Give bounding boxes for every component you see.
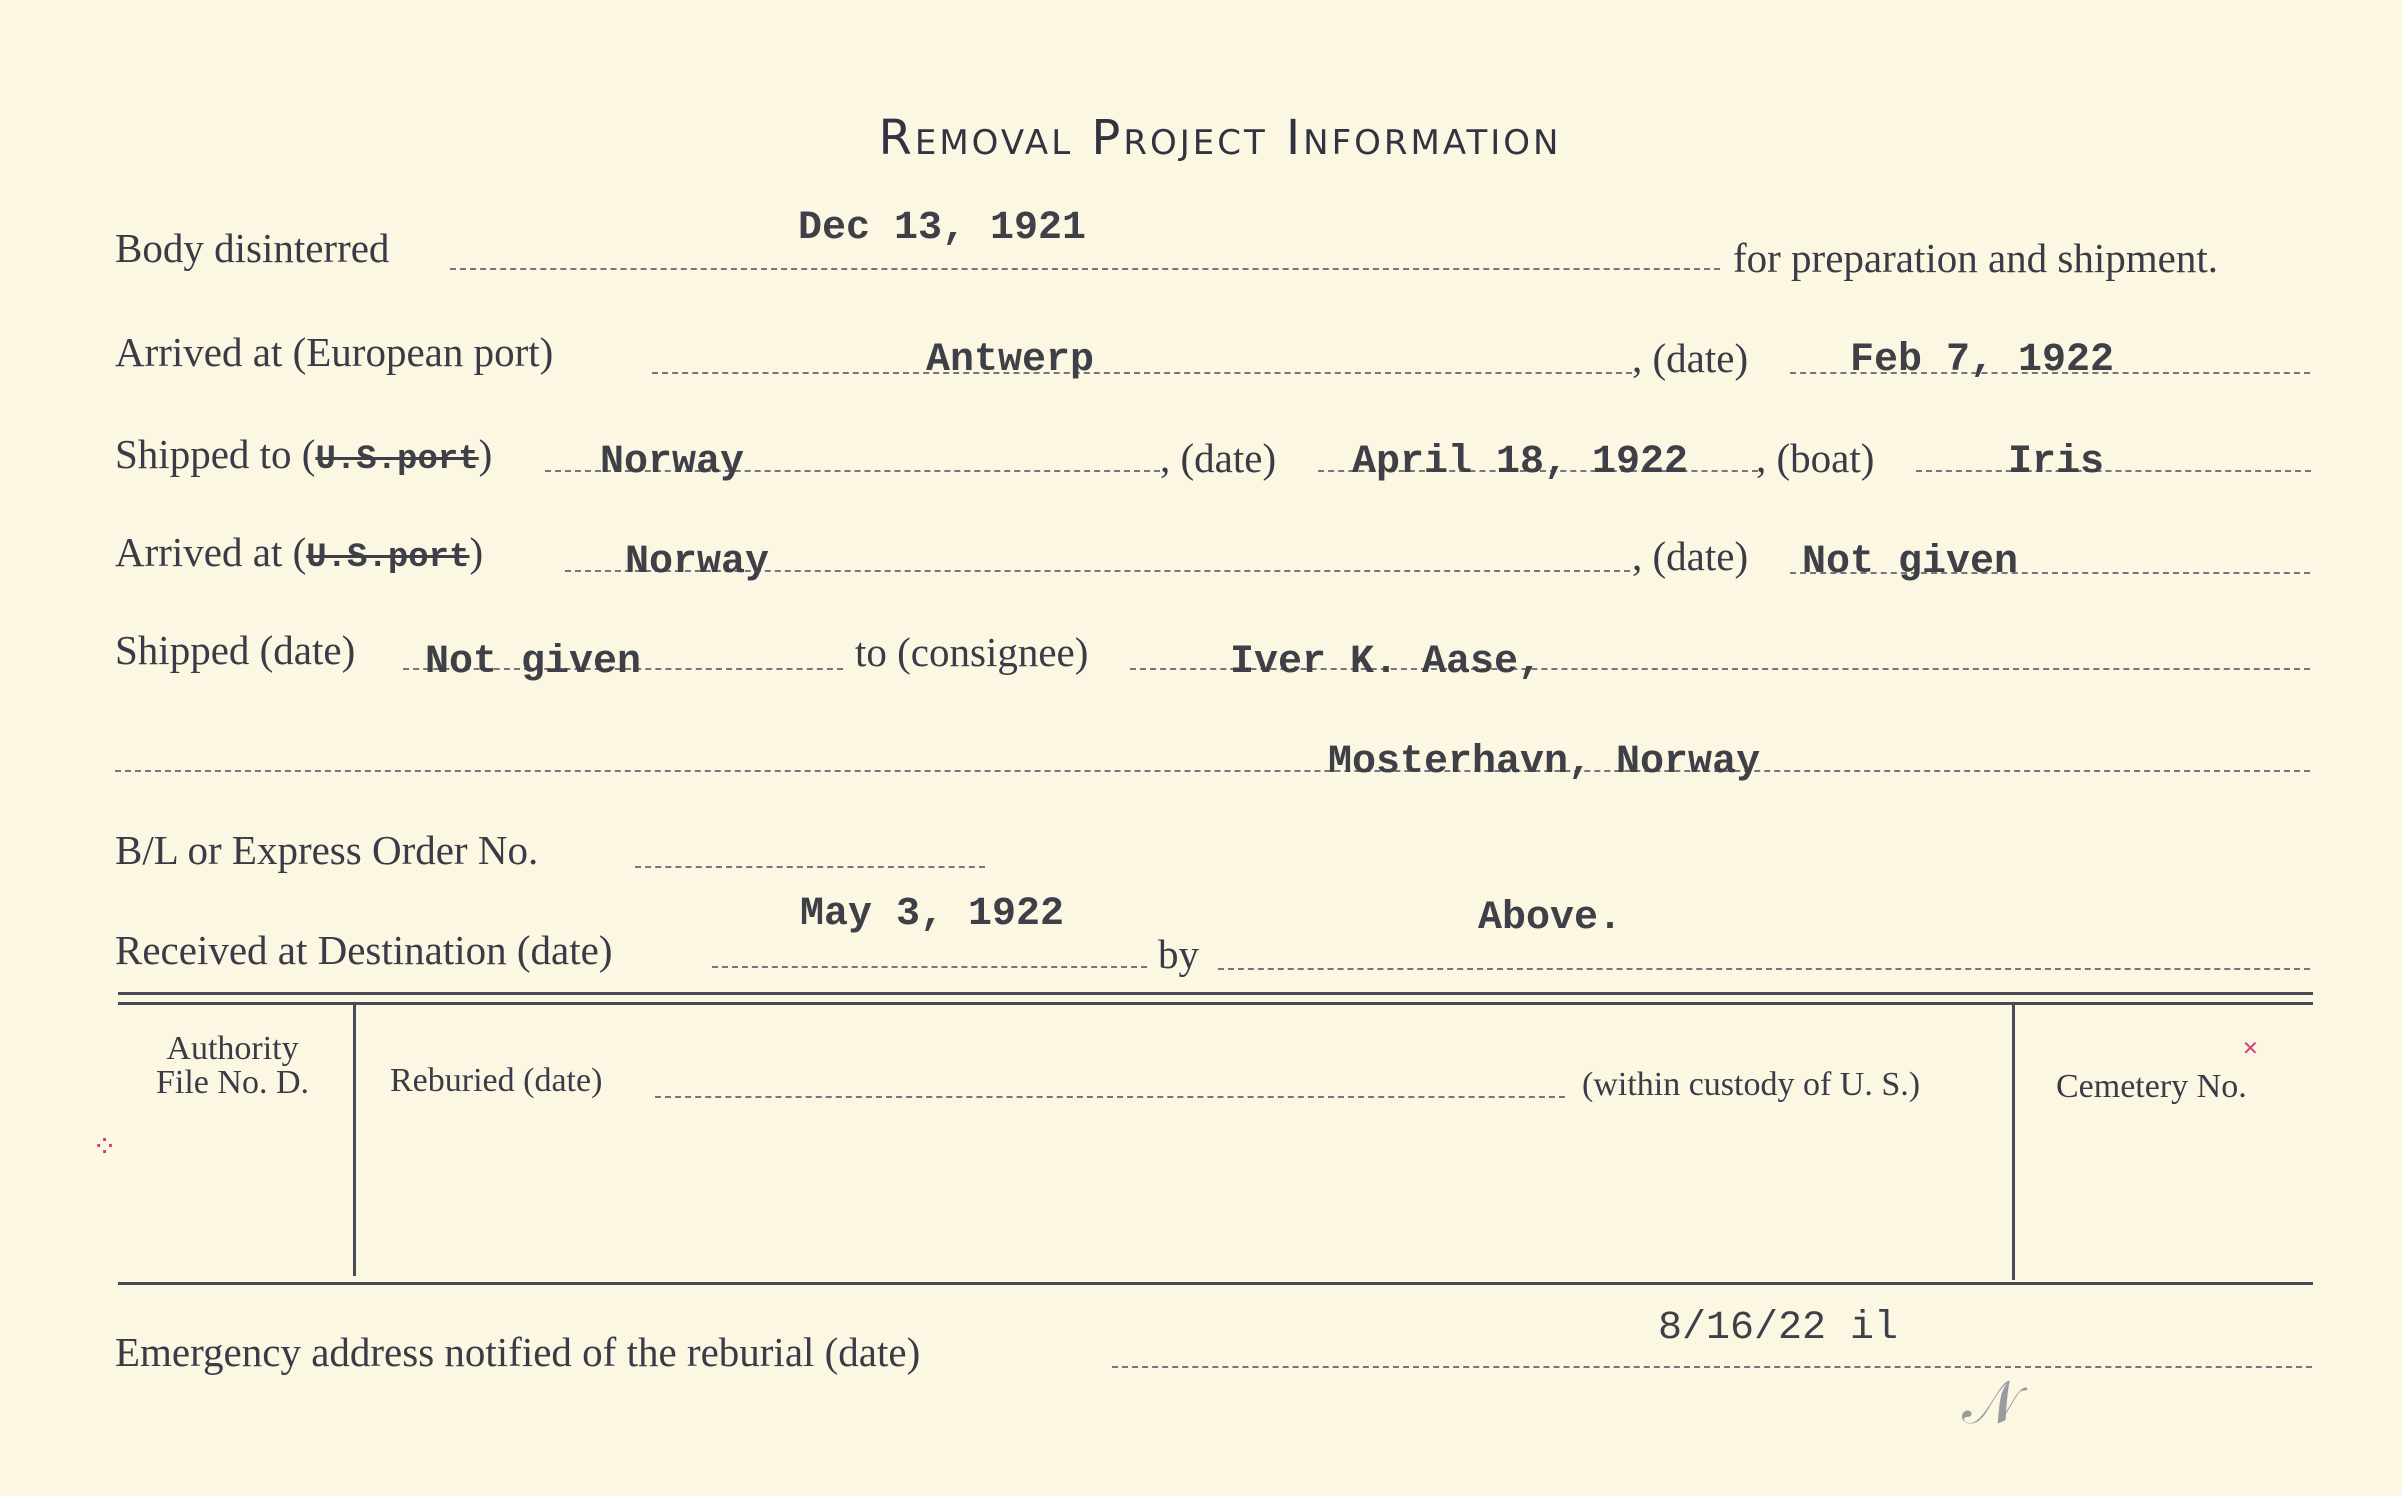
arrived-at-struck-text: U.S.port bbox=[306, 539, 470, 577]
table-top-rule-second bbox=[118, 1002, 2313, 1005]
received-by-label: by bbox=[1158, 931, 1199, 977]
arrived-european-label: Arrived at (European port) bbox=[115, 329, 554, 375]
table-bottom-rule bbox=[118, 1282, 2313, 1285]
body-disinterred-label: Body disinterred bbox=[115, 225, 390, 271]
emergency-line bbox=[1112, 1366, 2312, 1368]
received-by-value: Above. bbox=[1478, 896, 1623, 941]
arrived-at-date-value: Not given bbox=[1802, 540, 2019, 585]
authority-label: Authority bbox=[166, 1030, 299, 1067]
table-top-rule bbox=[118, 992, 2313, 995]
reburied-line bbox=[655, 1096, 1565, 1098]
shipped-to-value: Norway bbox=[600, 440, 745, 485]
shipped-to-boat-line bbox=[1916, 470, 2311, 472]
handwritten-mark: 𝒩 bbox=[1962, 1368, 2020, 1438]
arrived-at-value: Norway bbox=[625, 540, 770, 585]
shipped-to-date-value: April 18, 1922 bbox=[1352, 440, 1689, 485]
consignee-label: to (consignee) bbox=[855, 629, 1089, 675]
ink-speck: ✕ bbox=[2242, 1036, 2259, 1060]
shipped-to-date-label: , (date) bbox=[1160, 435, 1277, 481]
shipped-date-label: Shipped (date) bbox=[115, 627, 356, 673]
shipped-to-struck-text: U.S.port bbox=[315, 441, 479, 479]
arrived-european-date-label: , (date) bbox=[1632, 335, 1749, 381]
consignee-address-value: Mosterhavn, Norway bbox=[1328, 740, 1761, 785]
shipped-to-label: Shipped to (U.S.port) bbox=[115, 431, 493, 479]
received-label: Received at Destination (date) bbox=[115, 927, 613, 973]
reburied-label: Reburied (date) bbox=[390, 1062, 603, 1099]
shipped-to-boat-label: , (boat) bbox=[1756, 435, 1875, 481]
received-line bbox=[712, 966, 1147, 968]
custody-label: (within custody of U. S.) bbox=[1582, 1066, 1921, 1103]
body-disinterred-line bbox=[450, 268, 1720, 270]
body-disinterred-value: Dec 13, 1921 bbox=[798, 206, 1087, 251]
emergency-label: Emergency address notified of the reburial (date) bbox=[115, 1329, 921, 1375]
arrived-european-date-value: Feb 7, 1922 bbox=[1850, 338, 2115, 383]
arrived-at-date-label: , (date) bbox=[1632, 533, 1749, 579]
table-divider-left bbox=[353, 1004, 356, 1276]
shipped-date-value: Not given bbox=[425, 640, 642, 685]
consignee-value: Iver K. Aase, bbox=[1230, 640, 1543, 685]
bl-order-label: B/L or Express Order No. bbox=[115, 827, 539, 873]
bl-order-line bbox=[635, 866, 985, 868]
table-divider-right bbox=[2012, 1004, 2015, 1280]
shipped-to-boat-value: Iris bbox=[2008, 440, 2105, 485]
received-value: May 3, 1922 bbox=[800, 892, 1065, 937]
received-by-line bbox=[1218, 968, 2310, 970]
arrived-european-value: Antwerp bbox=[926, 338, 1095, 383]
ink-stain: ⁘ bbox=[92, 1130, 118, 1165]
emergency-value: 8/16/22 il bbox=[1658, 1306, 1899, 1351]
page-title: Removal Project Information bbox=[878, 110, 1562, 166]
arrived-at-label: Arrived at (U.S.port) bbox=[115, 529, 484, 577]
file-no-label: File No. D. bbox=[156, 1064, 309, 1101]
arrived-european-line bbox=[652, 372, 1632, 374]
cemetery-label: Cemetery No. bbox=[2056, 1068, 2247, 1105]
consignee-address-line bbox=[115, 770, 2310, 772]
body-disinterred-suffix: for preparation and shipment. bbox=[1733, 235, 2219, 281]
